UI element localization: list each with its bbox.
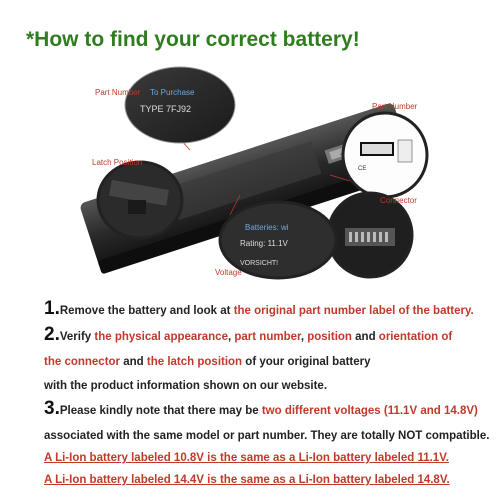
callout-latch-position: Latch Position — [92, 158, 143, 167]
note-1: A Li-Ion battery labeled 10.8V is the same as a Li-Ion battery labeled 11.1V. — [44, 452, 449, 464]
lens-connector — [328, 193, 412, 277]
step-1: 1.Remove the battery and look at the original part number label of the battery. — [44, 298, 474, 319]
rating-text: Rating: 11.1V — [240, 239, 288, 248]
step-number: 1. — [44, 298, 60, 319]
batteries-text: Batteries: wi — [245, 223, 289, 232]
step-2: 2.Verify the physical appearance, part number, position and orientation of — [44, 324, 453, 345]
step-number: 2. — [44, 324, 60, 345]
step-3-line-2: associated with the same model or part number. They are totally NOT compatible. — [44, 430, 490, 442]
to-purchase-text: To Purchase — [150, 88, 195, 97]
callout-part-number-left: Part Number — [95, 88, 141, 97]
vorsicht-text: VORSICHT! — [240, 260, 279, 267]
callout-voltage: Voltage — [215, 268, 242, 277]
lens-part-number-right — [343, 113, 427, 197]
step-3: 3.Please kindly note that there may be two different voltages (11.1V and 14.8V) — [44, 398, 478, 419]
svg-text:CE: CE — [358, 166, 367, 172]
battery-diagram — [0, 60, 500, 290]
callout-connector: Connector — [380, 196, 417, 205]
lens-voltage — [220, 202, 336, 278]
callout-part-number-right: Part Number — [372, 102, 418, 111]
step-2-line-3: with the product information shown on our website. — [44, 380, 328, 392]
type-text: TYPE 7FJ92 — [140, 104, 192, 114]
lens-part-number-left — [125, 67, 235, 143]
step-number: 3. — [44, 398, 60, 419]
lens-latch-position — [98, 162, 182, 238]
note-2: A Li-Ion battery labeled 14.4V is the same as a Li-Ion battery labeled 14.8V. — [44, 474, 450, 486]
battery-illustration — [0, 60, 500, 290]
page-title: *How to find your correct battery! — [26, 28, 360, 51]
step-2-line-2: the connector and the latch position of your original battery — [44, 356, 371, 368]
